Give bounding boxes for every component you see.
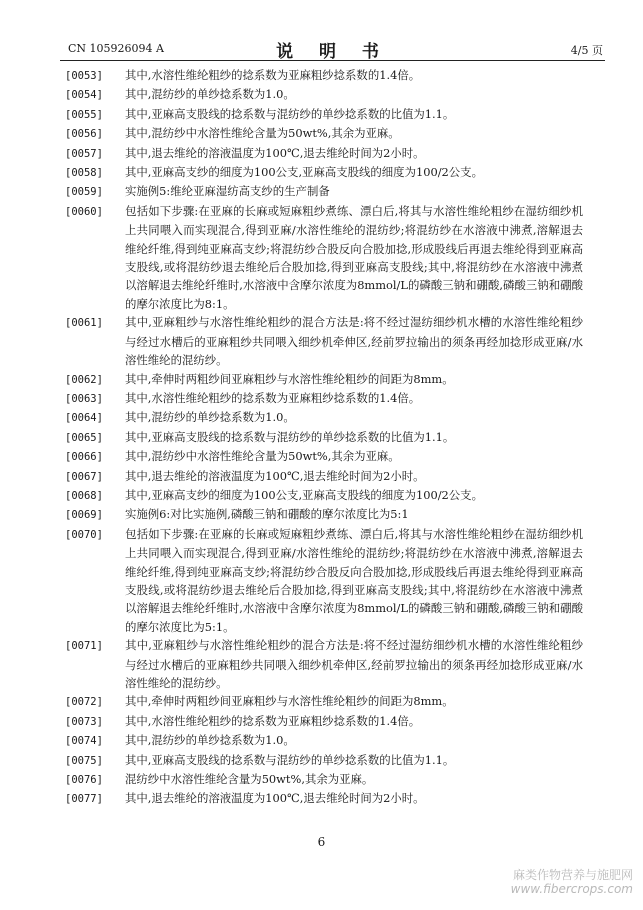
paragraph-number: [0068] bbox=[65, 489, 103, 502]
paragraph-number: [0066] bbox=[65, 451, 103, 464]
paragraph bbox=[65, 751, 583, 770]
page-number: 6 bbox=[317, 835, 326, 849]
paragraph-number: [0073] bbox=[65, 715, 103, 728]
paragraph bbox=[65, 712, 583, 731]
paragraph bbox=[65, 163, 583, 182]
paragraph bbox=[65, 692, 583, 711]
paragraph-number: [0054] bbox=[65, 89, 103, 102]
paragraph-text: 其中,亚麻粗纱与水溶性维纶粗纱的混合方法是:将不经过湿纺细纱机水槽的水溶性维纶粗纱与经过水槽后的亚麻粗纱共同喂入细纱机牵伸区,经前罗拉输出的须条再经加捻形成亚麻/水溶性维纶的混纺纱。 bbox=[125, 315, 583, 368]
paragraph-number: [0064] bbox=[65, 412, 103, 425]
paragraph bbox=[65, 731, 583, 750]
paragraph-text: 其中,退去维纶的溶液温度为100℃,退去维纶时间为2小时。 bbox=[125, 468, 425, 483]
paragraph bbox=[65, 85, 583, 104]
paragraph bbox=[65, 408, 583, 427]
paragraph bbox=[65, 789, 583, 808]
paragraph-text: 其中,亚麻高支股线的捻系数与混纺纱的单纱捻系数的比值为1.1。 bbox=[125, 752, 455, 767]
paragraph-text: 其中,混纺纱中水溶性维纶含量为50wt%,其余为亚麻。 bbox=[125, 126, 400, 141]
paragraph bbox=[65, 486, 583, 505]
paragraph bbox=[65, 370, 583, 389]
paragraph-text: 其中,亚麻高支股线的捻系数与混纺纱的单纱捻系数的比值为1.1。 bbox=[125, 106, 455, 121]
paragraph-number: [0077] bbox=[65, 793, 103, 806]
paragraph bbox=[65, 428, 583, 447]
paragraph-text: 其中,混纺纱的单纱捻系数为1.0。 bbox=[125, 87, 295, 102]
paragraph-number: [0075] bbox=[65, 754, 103, 767]
paragraph-text: 其中,退去维纶的溶液温度为100℃,退去维纶时间为2小时。 bbox=[125, 791, 425, 806]
paragraph-number: [0057] bbox=[65, 147, 103, 160]
paragraph bbox=[65, 66, 583, 85]
paragraph-number: [0065] bbox=[65, 431, 103, 444]
paragraph-text: 其中,牵伸时两粗纱间亚麻粗纱与水溶性维纶粗纱的间距为8mm。 bbox=[125, 694, 454, 709]
document-title: 说 明 书 bbox=[276, 42, 389, 62]
paragraph-text: 实施例5:维纶亚麻湿纺高支纱的生产制备 bbox=[125, 184, 330, 199]
paragraph-text: 其中,混纺纱的单纱捻系数为1.0。 bbox=[125, 733, 295, 748]
paragraph bbox=[65, 636, 583, 692]
paragraph bbox=[65, 124, 583, 143]
publication-number: CN 105926094 A bbox=[68, 42, 164, 55]
watermark-site-name: 麻类作物营养与施肥网 bbox=[512, 868, 633, 882]
paragraph-text: 包括如下步骤:在亚麻的长麻或短麻粗纱煮练、漂白后,将其与水溶性维纶粗纱在湿纺细纱机上共同喂入而实现混合,得到亚麻/水溶性维纶的混纺纱;将混纺纱在水溶液中沸煮,溶解退去维纶纤维,得到纯亚麻高支纱;将混纺纱合股反向合股加捻,形成股线后再退去维纶得到亚麻高支股线,或将混纺纱退去维纶后合股加捻,得到亚麻高支股线;其中,将混纺纱在水溶液中沸煮以溶解退去维纶纤维时,水溶液中含摩尔浓度为8mmol/L的磷酸三钠和硼酸,磷酸三钠和硼酸的摩尔浓度比为8:1。 bbox=[125, 203, 583, 311]
paragraph-number: [0061] bbox=[65, 317, 103, 330]
paragraph-text: 其中,牵伸时两粗纱间亚麻粗纱与水溶性维纶粗纱的间距为8mm。 bbox=[125, 371, 454, 386]
page-of-count: 4/5 页 bbox=[570, 44, 603, 57]
paragraph bbox=[65, 525, 583, 636]
paragraph-number: [0053] bbox=[65, 70, 103, 82]
paragraph-number: [0067] bbox=[65, 470, 103, 483]
watermark bbox=[511, 868, 633, 896]
paragraph-number: [0076] bbox=[65, 774, 103, 787]
paragraph-number: [0069] bbox=[65, 509, 103, 522]
paragraph-text: 其中,混纺纱中水溶性维纶含量为50wt%,其余为亚麻。 bbox=[125, 449, 400, 464]
paragraph bbox=[65, 505, 583, 524]
paragraph-number: [0074] bbox=[65, 735, 103, 748]
paragraph-number: [0060] bbox=[65, 205, 103, 218]
paragraph-text: 其中,混纺纱的单纱捻系数为1.0。 bbox=[125, 410, 295, 425]
paragraph-number: [0063] bbox=[65, 392, 103, 405]
paragraph-text: 其中,亚麻粗纱与水溶性维纶粗纱的混合方法是:将不经过湿纺细纱机水槽的水溶性维纶粗纱与经过水槽后的亚麻粗纱共同喂入细纱机牵伸区,经前罗拉输出的须条再经加捻形成亚麻/水溶性维纶的混纺纱。 bbox=[125, 638, 583, 690]
paragraph-number: [0070] bbox=[65, 528, 103, 541]
document-body bbox=[65, 66, 583, 809]
paragraph-text: 其中,水溶性维纶粗纱的捻系数为亚麻粗纱捻系数的1.4倍。 bbox=[125, 68, 421, 82]
paragraph-text: 其中,水溶性维纶粗纱的捻系数为亚麻粗纱捻系数的1.4倍。 bbox=[125, 713, 421, 728]
paragraph-text: 混纺纱中水溶性维纶含量为50wt%,其余为亚麻。 bbox=[125, 772, 374, 787]
paragraph bbox=[65, 770, 583, 789]
paragraph-number: [0062] bbox=[65, 373, 103, 386]
paragraph bbox=[65, 182, 583, 201]
paragraph-number: [0072] bbox=[65, 696, 103, 709]
paragraph-text: 其中,亚麻高支纱的细度为100公支,亚麻高支股线的细度为100/2公支。 bbox=[125, 487, 483, 502]
paragraph-number: [0056] bbox=[65, 128, 103, 141]
paragraph bbox=[65, 202, 583, 313]
paragraph-number: [0055] bbox=[65, 108, 103, 121]
watermark-url: www.fibercrops.com bbox=[510, 882, 633, 896]
paragraph-number: [0058] bbox=[65, 167, 103, 180]
paragraph bbox=[65, 389, 583, 408]
paragraph bbox=[65, 467, 583, 486]
paragraph bbox=[65, 144, 583, 163]
paragraph-number: [0059] bbox=[65, 186, 103, 199]
page-header bbox=[60, 38, 605, 61]
paragraph-text: 包括如下步骤:在亚麻的长麻或短麻粗纱煮练、漂白后,将其与水溶性维纶粗纱在湿纺细纱机上共同喂入而实现混合,得到亚麻/水溶性维纶的混纺纱;将混纺纱在水溶液中沸煮,溶解退去维纶纤维,得到纯亚麻高支纱;将混纺纱合股反向合股加捻,形成股线后再退去维纶得到亚麻高支股线,或将混纺纱退去维纶后合股加捻,得到亚麻高支股线;其中,将混纺纱在水溶液中沸煮以溶解退去维纶纤维时,水溶液中含摩尔浓度为8mmol/L的磷酸三钠和硼酸,磷酸三钠和硼酸的摩尔浓度比为5:1。 bbox=[125, 526, 583, 634]
paragraph bbox=[65, 313, 583, 369]
paragraph-text: 其中,亚麻高支股线的捻系数与混纺纱的单纱捻系数的比值为1.1。 bbox=[125, 429, 455, 444]
paragraph-text: 其中,亚麻高支纱的细度为100公支,亚麻高支股线的细度为100/2公支。 bbox=[125, 165, 483, 180]
paragraph bbox=[65, 447, 583, 466]
paragraph-text: 实施例6:对比实施例,磷酸三钠和硼酸的摩尔浓度比为5:1 bbox=[125, 507, 409, 522]
paragraph-text: 其中,退去维纶的溶液温度为100℃,退去维纶时间为2小时。 bbox=[125, 145, 425, 160]
paragraph-number: [0071] bbox=[65, 640, 103, 653]
paragraph bbox=[65, 105, 583, 124]
paragraph-text: 其中,水溶性维纶粗纱的捻系数为亚麻粗纱捻系数的1.4倍。 bbox=[125, 390, 421, 405]
